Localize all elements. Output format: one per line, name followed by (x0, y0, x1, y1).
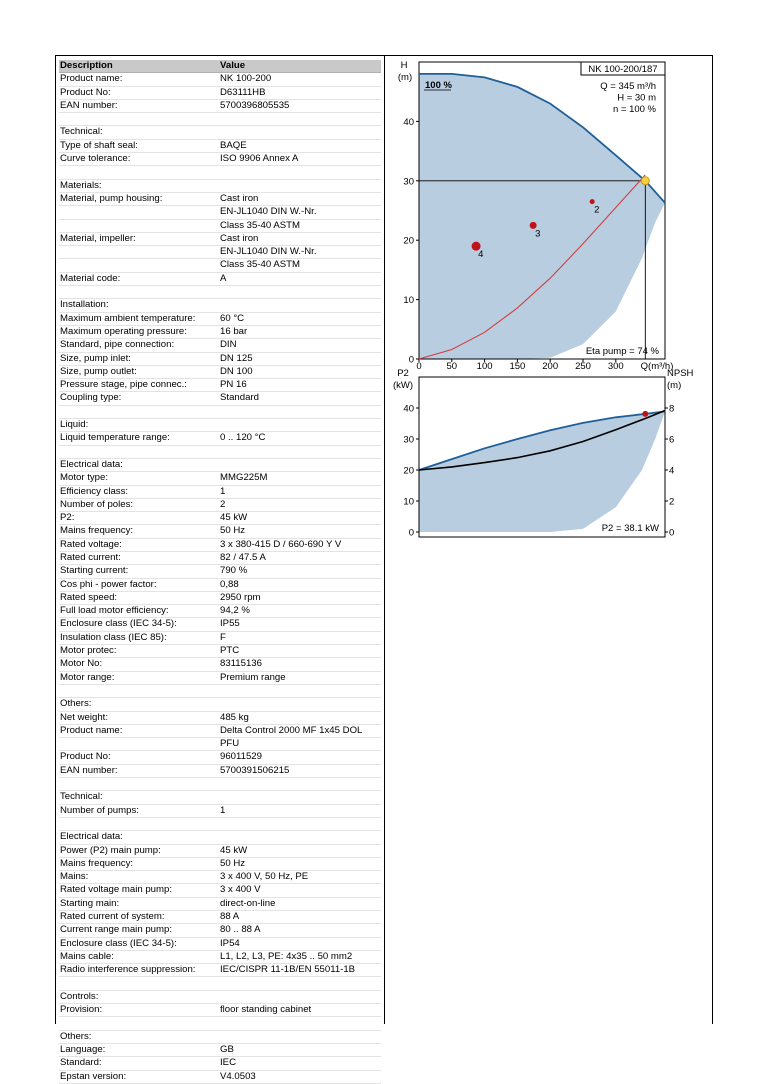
spec-table (59, 60, 381, 1084)
y-tick-label: 40 (403, 116, 414, 128)
spec-row (59, 871, 381, 884)
operating-point-label: 2 (594, 204, 600, 216)
spec-value: 0 .. 120 °C (220, 432, 266, 444)
spec-row (59, 539, 381, 552)
spec-row (59, 685, 381, 698)
spec-label: Coupling type: (60, 392, 122, 404)
spec-value: F (220, 631, 226, 643)
y-tick-label: 20 (403, 465, 414, 477)
spec-value: IEC (220, 1057, 236, 1069)
spec-label: Enclosure class (IEC 34-5): (60, 937, 177, 949)
spec-row (59, 632, 381, 645)
y2-tick-label: 4 (669, 465, 675, 477)
spec-value: GB (220, 1043, 234, 1055)
spec-row (59, 486, 381, 499)
spec-value: 5700396805535 (220, 99, 290, 111)
spec-row (59, 206, 381, 219)
spec-row (59, 286, 381, 299)
spec-label: Size, pump outlet: (60, 365, 137, 377)
curve-label: 100 % (425, 80, 452, 91)
spec-label: Product No: (60, 751, 111, 763)
spec-row (59, 1057, 381, 1070)
spec-value: 0,88 (220, 578, 239, 590)
spec-row (59, 738, 381, 751)
spec-label: Epstan version: (60, 1070, 127, 1082)
spec-row (59, 512, 381, 525)
spec-value: NK 100-200 (220, 73, 272, 85)
spec-row (59, 964, 381, 977)
spec-row (59, 446, 381, 459)
spec-row (59, 765, 381, 778)
spec-row (59, 419, 381, 432)
spec-value: 3 x 380-415 D / 660-690 Y V (220, 538, 342, 550)
spec-value: DN 100 (220, 365, 253, 377)
spec-value: 80 .. 88 A (220, 924, 261, 936)
spec-label: Product name: (60, 724, 123, 736)
efficiency-label: Eta pump = 74 % (585, 346, 659, 357)
spec-row (59, 432, 381, 445)
spec-row (59, 938, 381, 951)
spec-label: Mains: (60, 871, 89, 883)
spec-value: 2950 rpm (220, 591, 261, 603)
spec-label: Mains frequency: (60, 857, 134, 869)
power-range-band (419, 411, 665, 532)
spec-row (59, 924, 381, 937)
spec-row (59, 273, 381, 286)
x-axis-label: Q(m³/h) (640, 361, 674, 372)
x-tick-label: 50 (446, 361, 458, 372)
spec-value: 1 (220, 485, 226, 497)
y-tick-label: 10 (403, 295, 414, 307)
spec-row (59, 645, 381, 658)
spec-value: 94,2 % (220, 605, 250, 617)
spec-label: Curve tolerance: (60, 153, 131, 165)
spec-row (59, 233, 381, 246)
spec-label: Rated current of system: (60, 911, 165, 922)
spec-row (59, 951, 381, 964)
spec-value: 45 kW (220, 512, 248, 524)
spec-row (59, 166, 381, 179)
spec-row (59, 113, 381, 126)
y2-tick-label: 6 (669, 434, 675, 446)
spec-label: Efficiency class: (60, 485, 129, 497)
spec-label: Liquid temperature range: (60, 432, 170, 444)
y-axis-label-p2-unit: (kW) (392, 380, 414, 391)
spec-value: 16 bar (220, 325, 248, 337)
spec-value: 45 kW (220, 844, 248, 856)
spec-value: 50 Hz (220, 857, 246, 869)
spec-label: Others: (60, 1030, 92, 1042)
spec-row (59, 525, 381, 538)
spec-label: Net weight: (60, 711, 108, 723)
spec-label: Pressure stage, pipe connec.: (60, 379, 187, 391)
spec-row (59, 353, 381, 366)
spec-row (59, 180, 381, 193)
spec-table-header (59, 60, 381, 73)
spec-value: 82 / 47.5 A (220, 551, 266, 563)
spec-value: 3 x 400 V, 50 Hz, PE (220, 871, 309, 883)
spec-row (59, 73, 381, 86)
spec-value: PFU (220, 738, 240, 750)
spec-row (59, 406, 381, 419)
spec-value: A (220, 272, 227, 284)
spec-row (59, 392, 381, 405)
operating-range-band (419, 74, 665, 359)
spec-value: 485 kg (220, 711, 249, 723)
spec-row (59, 818, 381, 831)
spec-row (59, 100, 381, 113)
spec-value: floor standing cabinet (220, 1004, 312, 1016)
x-tick-label: 100 (476, 361, 493, 372)
power-duty-point (642, 411, 648, 417)
spec-row (59, 472, 381, 485)
spec-row (59, 1004, 381, 1017)
spec-row (59, 246, 381, 259)
spec-value: 60 °C (220, 312, 245, 324)
spec-row (59, 977, 381, 990)
spec-row (59, 379, 381, 392)
spec-label: Maximum operating pressure: (60, 325, 187, 337)
spec-label: Material code: (60, 272, 121, 284)
spec-row (59, 259, 381, 272)
spec-value: 5700391506215 (220, 764, 290, 776)
curve-charts (388, 57, 710, 542)
y-tick-label: 0 (408, 354, 414, 366)
spec-value: BAQE (220, 139, 247, 151)
spec-label: Rated voltage main pump: (60, 884, 172, 896)
spec-label: Number of poles: (60, 498, 134, 510)
spec-row (59, 831, 381, 844)
spec-value: 88 A (220, 911, 240, 922)
spec-row (59, 366, 381, 379)
spec-row (59, 153, 381, 166)
spec-label: Technical: (60, 791, 103, 803)
duty-point-marker (641, 177, 649, 185)
spec-value: Standard (220, 392, 259, 404)
x-tick-label: 250 (575, 361, 591, 372)
spec-row (59, 1071, 381, 1084)
spec-row (59, 499, 381, 512)
spec-value: 3 x 400 V (220, 884, 261, 896)
spec-row (59, 791, 381, 804)
spec-value: EN-JL1040 DIN W.-Nr. (220, 246, 317, 258)
spec-label: Product name: (60, 73, 123, 85)
spec-row (59, 126, 381, 139)
spec-label: Motor range: (60, 671, 115, 683)
spec-label: Standard, pipe connection: (60, 339, 175, 351)
header-value: Value (220, 60, 246, 71)
spec-label: Rated current: (60, 551, 121, 563)
spec-label: Insulation class (IEC 85): (60, 631, 167, 643)
y-axis-label-p2: P2 (397, 368, 409, 379)
spec-row (59, 778, 381, 791)
spec-row (59, 339, 381, 352)
spec-label: Cos phi - power factor: (60, 578, 157, 590)
spec-label: Material, impeller: (60, 232, 136, 244)
y-tick-label: 20 (403, 235, 414, 247)
spec-row (59, 751, 381, 764)
operating-point-2 (590, 199, 595, 204)
spec-label: Type of shaft seal: (60, 139, 138, 151)
spec-row (59, 193, 381, 206)
spec-row (59, 991, 381, 1004)
spec-row (59, 911, 381, 924)
spec-label: Provision: (60, 1004, 103, 1016)
column-divider (384, 56, 385, 1024)
spec-row (59, 658, 381, 671)
spec-label: Motor protec: (60, 645, 117, 657)
y2-tick-label: 8 (669, 403, 675, 415)
y2-tick-label: 0 (669, 527, 675, 539)
operating-point-label: 3 (535, 228, 541, 240)
spec-row (59, 725, 381, 738)
spec-label: Mains frequency: (60, 525, 134, 537)
spec-row (59, 1044, 381, 1057)
spec-row (59, 552, 381, 565)
spec-row (59, 579, 381, 592)
spec-label: Technical: (60, 126, 103, 138)
spec-label: Motor No: (60, 658, 103, 670)
spec-row (59, 459, 381, 472)
spec-value: D63111HB (220, 86, 266, 98)
spec-label: Mains cable: (60, 950, 114, 962)
spec-label: Power (P2) main pump: (60, 844, 161, 856)
spec-value: IP54 (220, 937, 240, 949)
spec-value: EN-JL1040 DIN W.-Nr. (220, 206, 317, 218)
duty-info-line: H = 30 m (617, 92, 656, 104)
spec-rows (59, 73, 381, 1084)
spec-label: Radio interference suppression: (60, 964, 196, 976)
spec-value: 83115136 (220, 658, 262, 670)
y-axis-label-h: H (400, 60, 408, 71)
spec-value: DN 125 (220, 352, 253, 364)
spec-row (59, 672, 381, 685)
spec-value: V4.0503 (220, 1070, 256, 1082)
spec-row (59, 805, 381, 818)
spec-value: DIN (220, 339, 237, 351)
spec-row (59, 1031, 381, 1044)
spec-row (59, 220, 381, 233)
y-axis-label-unit: (m) (397, 72, 413, 83)
spec-label: Material, pump housing: (60, 192, 163, 204)
spec-row (59, 605, 381, 618)
spec-label: Standard: (60, 1057, 102, 1069)
spec-value: ISO 9906 Annex A (220, 153, 299, 165)
spec-row (59, 299, 381, 312)
header-description: Description (60, 60, 113, 71)
spec-label: Controls: (60, 990, 99, 1002)
spec-row (59, 712, 381, 725)
spec-row (59, 87, 381, 100)
spec-label: Rated voltage: (60, 538, 122, 550)
spec-label: Product No: (60, 86, 111, 98)
y-tick-label: 30 (403, 434, 414, 446)
y-tick-label: 0 (408, 527, 414, 539)
spec-value: Class 35-40 ASTM (220, 259, 300, 271)
spec-value: L1, L2, L3, PE: 4x35 .. 50 mm2 (220, 950, 353, 962)
spec-value: 96011529 (220, 751, 262, 763)
spec-value: Premium range (220, 671, 286, 683)
spec-value: 2 (220, 498, 226, 510)
spec-value: Cast iron (220, 192, 259, 204)
spec-label: Liquid: (60, 419, 89, 431)
spec-label: Size, pump inlet: (60, 352, 131, 364)
spec-row (59, 898, 381, 911)
spec-label: P2: (60, 512, 75, 524)
chart-title: NK 100-200/187 (588, 64, 658, 75)
spec-label: Electrical data: (60, 458, 123, 470)
spec-value: direct-on-line (220, 897, 276, 909)
spec-label: Current range main pump: (60, 924, 172, 936)
spec-value: IP55 (220, 618, 240, 630)
spec-row (59, 1017, 381, 1030)
spec-row (59, 884, 381, 897)
spec-value: PN 16 (220, 379, 247, 391)
operating-point-label: 4 (478, 249, 484, 261)
spec-row (59, 845, 381, 858)
spec-value: 790 % (220, 565, 248, 577)
spec-label: Motor type: (60, 472, 108, 484)
spec-row (59, 698, 381, 711)
chart-area (388, 57, 710, 547)
spec-label: Maximum ambient temperature: (60, 312, 196, 324)
spec-label: Others: (60, 698, 92, 710)
spec-label: EAN number: (60, 99, 118, 111)
spec-label: Language: (60, 1043, 106, 1055)
spec-label: Rated speed: (60, 591, 118, 603)
spec-label: Full load motor efficiency: (60, 605, 169, 617)
spec-label: Installation: (60, 299, 109, 311)
spec-value: Cast iron (220, 232, 259, 244)
x-tick-label: 200 (542, 361, 559, 372)
spec-value: 1 (220, 804, 226, 816)
spec-row (59, 592, 381, 605)
duty-info-line: Q = 345 m³/h (600, 81, 656, 92)
spec-value: Delta Control 2000 MF 1x45 DOL (220, 724, 363, 736)
spec-row (59, 326, 381, 339)
y2-tick-label: 2 (669, 496, 675, 508)
spec-row (59, 565, 381, 578)
y-tick-label: 40 (403, 403, 414, 415)
y-tick-label: 30 (403, 176, 414, 188)
spec-value: IEC/CISPR 11-1B/EN 55011-1B (220, 964, 356, 976)
spec-label: Enclosure class (IEC 34-5): (60, 618, 177, 630)
spec-row (59, 618, 381, 631)
spec-value: Class 35-40 ASTM (220, 219, 300, 231)
y-tick-label: 10 (403, 496, 414, 508)
y2-axis-label-unit: (m) (667, 380, 682, 391)
spec-row (59, 140, 381, 153)
x-tick-label: 0 (416, 361, 422, 372)
duty-info-line: n = 100 % (612, 104, 656, 115)
y2-axis-label-npsh: NPSH (667, 368, 694, 379)
spec-value: 50 Hz (220, 525, 246, 537)
spec-row (59, 858, 381, 871)
spec-label: EAN number: (60, 764, 118, 776)
spec-label: Electrical data: (60, 831, 123, 843)
spec-label: Materials: (60, 179, 102, 191)
spec-label: Starting current: (60, 565, 129, 577)
spec-label: Number of pumps: (60, 804, 139, 816)
x-tick-label: 150 (509, 361, 526, 372)
spec-label: Starting main: (60, 897, 120, 909)
spec-value: MMG225M (220, 472, 268, 484)
x-tick-label: 300 (607, 361, 624, 372)
power-label: P2 = 38.1 kW (601, 523, 659, 534)
spec-value: PTC (220, 645, 240, 657)
spec-row (59, 313, 381, 326)
